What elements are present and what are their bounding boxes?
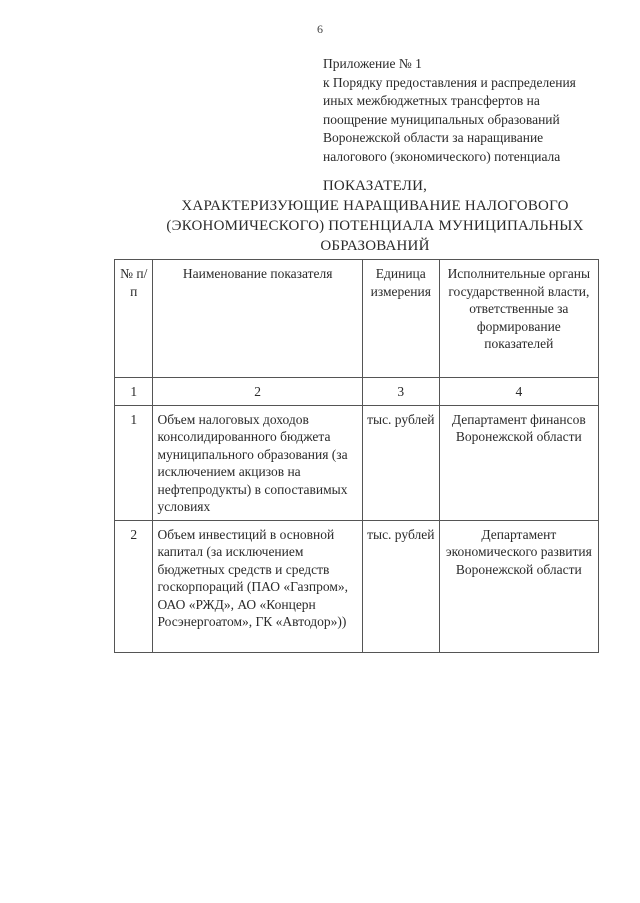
header-authority: Исполнительные органы государственной власти, ответственные за формирование показателей (439, 260, 598, 378)
title-line: ХАРАКТЕРИЗУЮЩИЕ НАРАЩИВАНИЕ НАЛОГОВОГО (181, 198, 569, 214)
row-number: 1 (115, 405, 153, 520)
row-number: 2 (115, 520, 153, 652)
column-number: 3 (362, 378, 439, 406)
responsible-authority: Департамент экономического развития Воронежской области (439, 520, 598, 652)
header-number: № п/п (115, 260, 153, 378)
appendix-line: иных межбюджетных трансфертов на (323, 93, 540, 108)
header-unit: Единица измерения (362, 260, 439, 378)
title-line: ПОКАЗАТЕЛИ, (322, 178, 428, 194)
table-row (115, 520, 599, 652)
responsible-authority: Департамент финансов Воронежской области (439, 405, 598, 520)
appendix-line: Воронежской области за наращивание (323, 130, 544, 145)
column-number: 2 (153, 378, 362, 406)
appendix-line: поощрение муниципальных образований (323, 111, 560, 127)
column-numbers-row (115, 378, 599, 406)
appendix-line: к Порядку предоставления и распределения (323, 74, 576, 90)
header-indicator-name: Наименование показателя (153, 260, 362, 378)
column-number: 1 (115, 378, 153, 406)
unit: тыс. рублей (362, 520, 439, 652)
document-title (155, 176, 595, 256)
indicator-name: Объем инвестиций в основной капитал (за исключением бюджетных средств и средств госкорпораций (ПАО «Газпром», ОАО «РЖД», АО «Концерн Росэнергоатом», ГК «Автодор»)) (153, 520, 362, 652)
unit: тыс. рублей (362, 405, 439, 520)
title-line: (ЭКОНОМИЧЕСКОГО) ПОТЕНЦИАЛА МУНИЦИПАЛЬНЫХ (166, 218, 584, 234)
appendix-line: Приложение № 1 (323, 56, 422, 71)
indicator-name: Объем налоговых доходов консолидированного бюджета муниципального образования (за исключением акцизов на нефтепродукты) в сопоставимых условиях (153, 405, 362, 520)
table-row (115, 405, 599, 520)
column-number: 4 (439, 378, 598, 406)
indicators-table (114, 259, 599, 653)
table-header-row (115, 260, 599, 378)
page-number: 6 (317, 22, 323, 36)
appendix-line: налогового (экономического) потенциала (323, 148, 561, 164)
appendix-note (323, 55, 623, 166)
title-line: ОБРАЗОВАНИЙ (320, 238, 430, 254)
